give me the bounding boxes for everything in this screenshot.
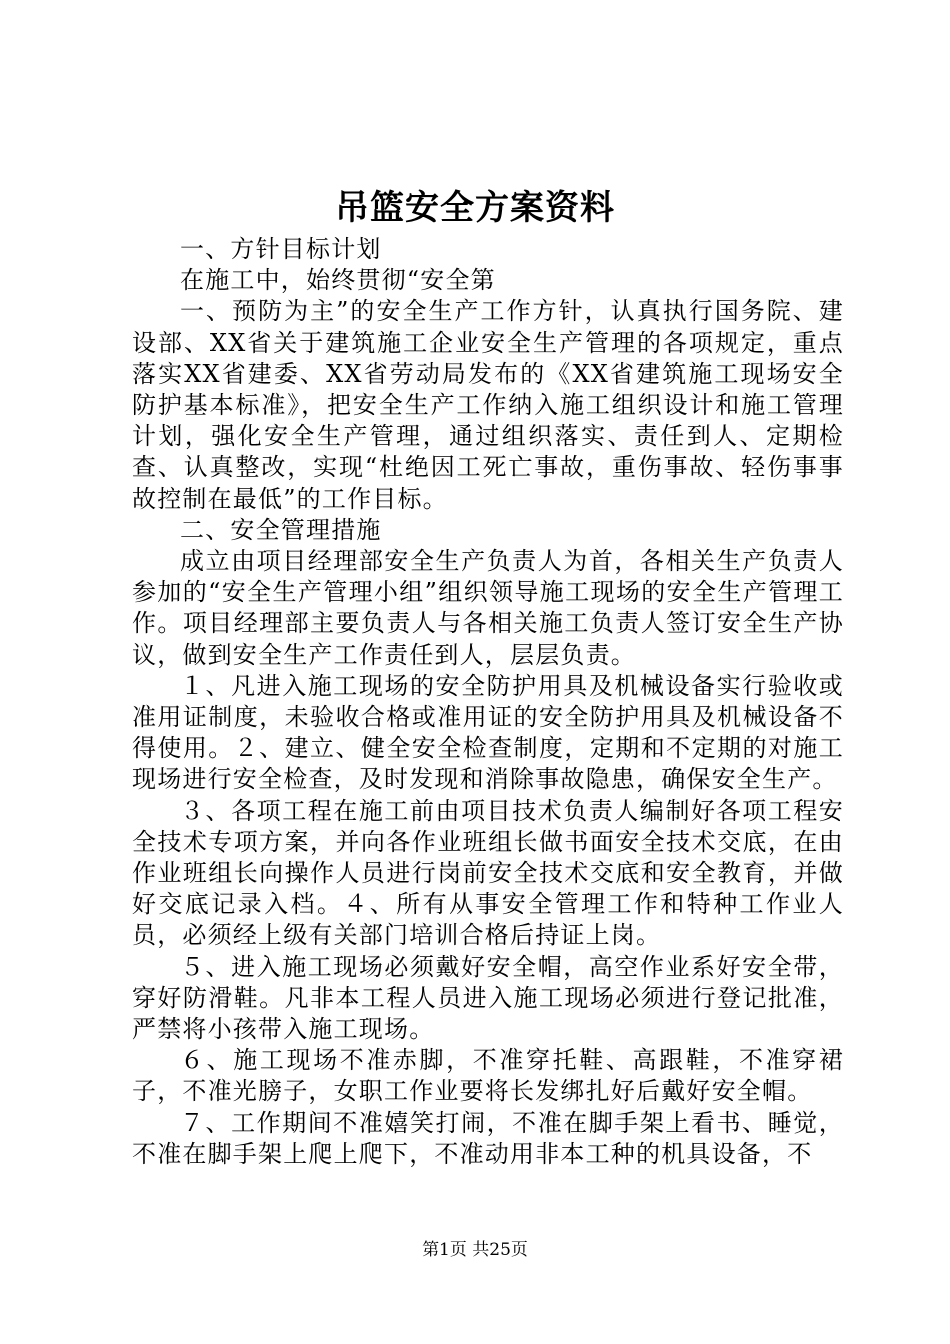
paragraph: 在施工中，始终贯彻“安全第	[180, 266, 496, 295]
paragraph: 一、预防为主”的安全生产工作方针，认真执行国务院、建设部、XX省关于建筑施工企业安全生产管理的各项规定，重点落实XX省建委、XX省劳动局发布的《XX省建筑施工现场安全防护基本标准》，把安全生产工作纳入施工组织设计和施工管理计划，强化安全生产管理，通过组织落实、责任到人、定期检查、认真整改，实现“杜绝因工死亡事故，重伤事故、轻伤事事故控制在最低”的工作目标。	[132, 297, 844, 513]
document-title: 吊篮安全方案资料	[335, 188, 615, 228]
paragraph: １、凡进入施工现场的安全防护用具及机械设备实行验收或准用证制度，未验收合格或准用证的安全防护用具及机械设备不得使用。２、建立、健全安全检查制度，定期和不定期的对施工现场进行安全检查，及时发现和消除事故隐患，确保安全生产。	[132, 671, 844, 794]
section-heading-1: 一、方针目标计划	[180, 235, 382, 263]
paragraph: ３、各项工程在施工前由项目技术负责人编制好各项工程安全技术专项方案，并向各作业班组长做书面安全技术交底，在由作业班组长向操作人员进行岗前安全技术交底和安全教育，并做好交底记录入档。４、所有从事安全管理工作和特种工作业人员，必须经上级有关部门培训合格后持证上岗。	[132, 796, 844, 950]
paragraph: ６、施工现场不准赤脚，不准穿托鞋、高跟鞋，不准穿裙子，不准光膀子，女职工作业要将长发绑扎好后戴好安全帽。	[132, 1046, 844, 1106]
paragraph: ７、工作期间不准嬉笑打闹，不准在脚手架上看书、睡觉，不准在脚手架上爬上爬下，不准动用非本工种的机具设备，不	[132, 1108, 844, 1168]
page-footer: 第1页 共25页	[422, 1240, 528, 1260]
paragraph: 成立由项目经理部安全生产负责人为首，各相关生产负责人参加的“安全生产管理小组”组织领导施工现场的安全生产管理工作。项目经理部主要负责人与各相关施工负责人签订安全生产协议，做到安全生产工作责任到人，层层负责。	[132, 547, 844, 669]
document-body	[132, 234, 844, 1170]
paragraph: ５、进入施工现场必须戴好安全帽，高空作业系好安全带，穿好防滑鞋。凡非本工程人员进入施工现场必须进行登记批准，严禁将小孩带入施工现场。	[132, 952, 844, 1044]
section-heading-2: 二、安全管理措施	[180, 515, 382, 544]
